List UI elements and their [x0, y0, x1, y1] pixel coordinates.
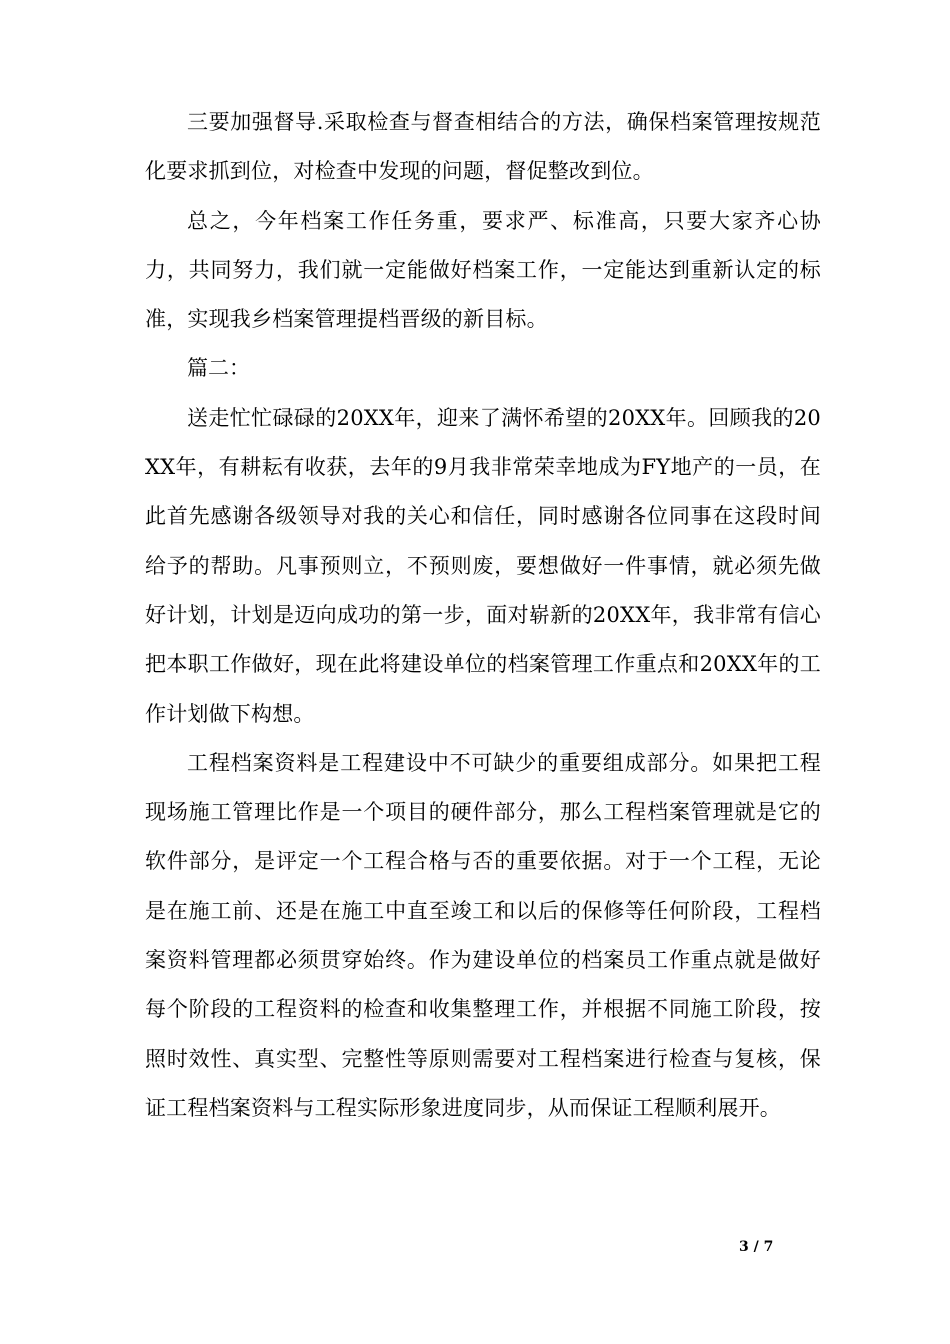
paragraph-year-review: 送走忙忙碌碌的20XX年，迎来了满怀希望的20XX年。回顾我的20XX年，有耕耘有收获，去年的9月我非常荣幸地成为FY地产的一员，在此首先感谢各级领导对我的关心和信任，同时感谢各位同事在这段时间给予的帮助。凡事预则立，不预则废，要想做好一件事情，就必须先做好计划，计划是迈向成功的第一步，面对崭新的20XX年，我非常有信心把本职工作做好，现在此将建设单位的档案管理工作重点和20XX年的工作计划做下构想。: [145, 405, 821, 726]
document-body: [145, 98, 821, 1133]
section-heading: 篇二：: [187, 356, 250, 381]
paragraph-supervision: 三要加强督导.采取检查与督查相结合的方法，确保档案管理按规范化要求抓到位，对检查中发现的问题，督促整改到位。: [145, 110, 821, 184]
paragraph-summary: 总之，今年档案工作任务重，要求严、标准高，只要大家齐心协力，共同努力，我们就一定能做好档案工作，一定能达到重新认定的标准，实现我乡档案管理提档晋级的新目标。: [145, 208, 821, 332]
paragraph-engineering-archives: 工程档案资料是工程建设中不可缺少的重要组成部分。如果把工程现场施工管理比作是一个项目的硬件部分，那么工程档案管理就是它的软件部分，是评定一个工程合格与否的重要依据。对于一个工程，无论是在施工前、还是在施工中直至竣工和以后的保修等任何阶段，工程档案资料管理都必须贯穿始终。作为建设单位的档案员工作重点就是做好每个阶段的工程资料的检查和收集整理工作，并根据不同施工阶段，按照时效性、真实型、完整性等原则需要对工程档案进行检查与复核，保证工程档案资料与工程实际形象进度同步，从而保证工程顺利展开。: [145, 750, 821, 1120]
page-number: 3 / 7: [739, 1239, 774, 1255]
